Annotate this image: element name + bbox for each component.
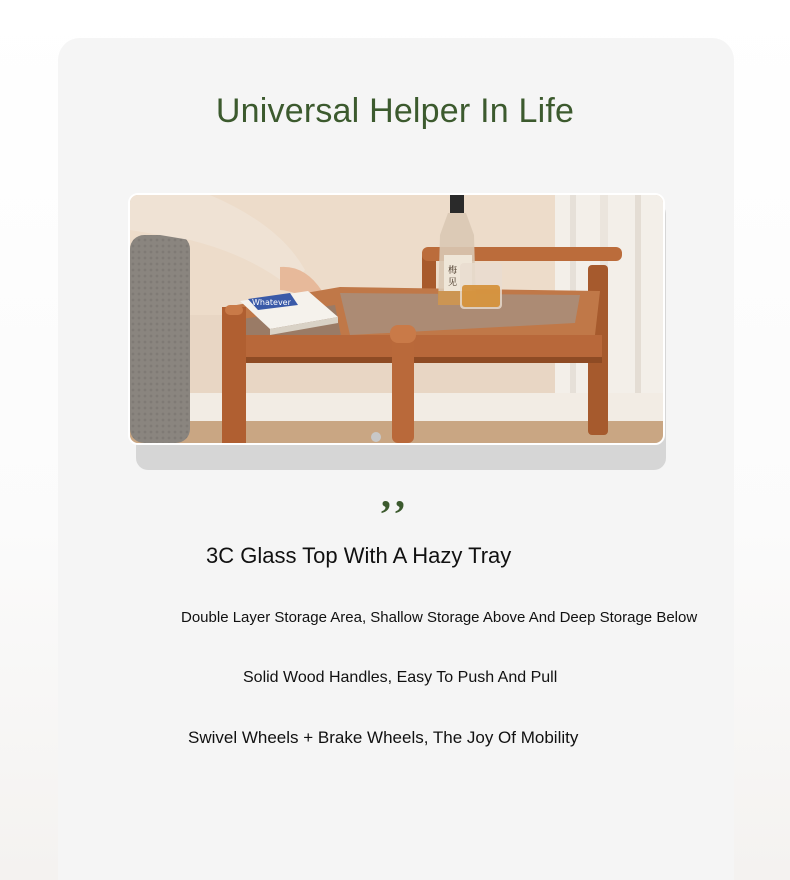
bottle-cap: [450, 195, 464, 213]
cart-illustration: [130, 195, 663, 443]
book-cover-text: Whatever: [252, 298, 291, 307]
front-right-leg: [392, 333, 414, 443]
wheel: [371, 432, 381, 442]
svg-text:梅: 梅: [448, 266, 458, 276]
front-left-leg: [222, 307, 246, 443]
feature-headline: 3C Glass Top With A Hazy Tray: [206, 543, 512, 568]
quote-mark: ,,: [381, 471, 409, 516]
page-title: Universal Helper In Life: [215, 92, 575, 130]
product-photo: [128, 193, 665, 445]
feature-item-handles: Solid Wood Handles, Easy To Push And Pull: [243, 669, 558, 686]
feature-item-storage: Double Layer Storage Area, Shallow Storage Above And Deep Storage Below: [181, 609, 698, 626]
feature-item-wheels: Swivel Wheels + Brake Wheels, The Joy Of Mobility: [188, 728, 579, 747]
svg-text:见: 见: [448, 278, 458, 288]
